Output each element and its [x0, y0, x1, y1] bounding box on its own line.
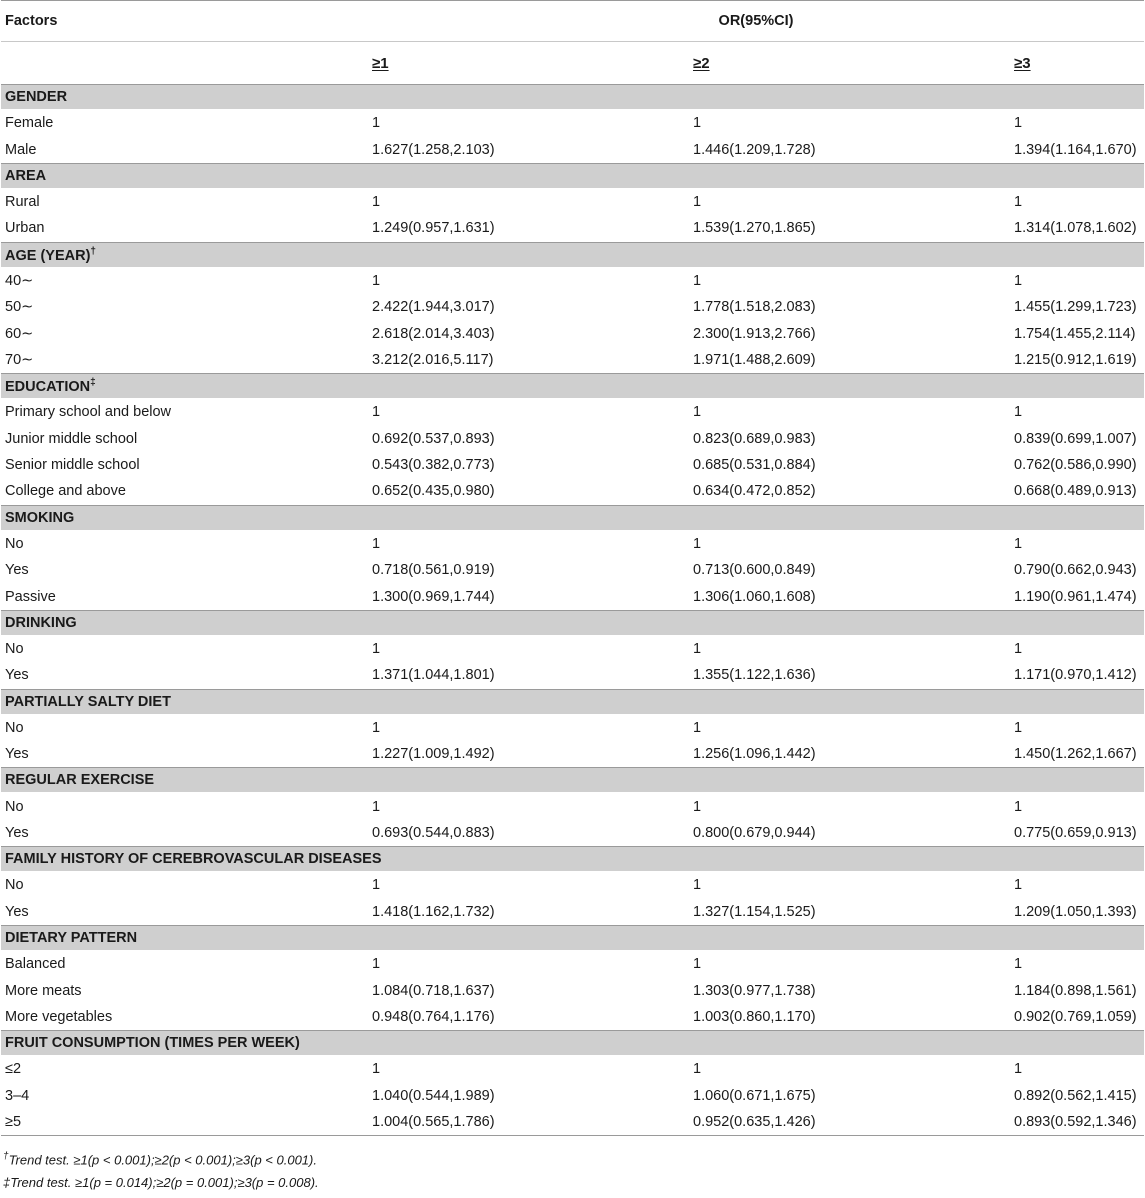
or-value-cell: 0.952(0.635,1.426) [689, 1109, 1010, 1136]
factor-label: No [5, 798, 24, 815]
factor-label: Junior middle school [5, 430, 138, 447]
or-value-cell: 0.718(0.561,0.919) [372, 562, 495, 579]
or-value-cell: 1 [372, 1061, 381, 1078]
section-title: AGE (YEAR) [5, 247, 91, 264]
or-value-cell: 1 [1014, 193, 1023, 210]
or-value-cell: 0.762(0.586,0.990) [1014, 457, 1137, 474]
section-footnote-mark: ‡ [90, 377, 96, 389]
or-value-cell: 1.418(1.162,1.732) [372, 903, 495, 920]
or-value-cell: 1 [372, 115, 381, 132]
or-value-cell: 1.190(0.961,1.474) [1014, 588, 1137, 605]
footnotes [3, 1146, 1133, 1193]
header-row-top [1, 1, 1144, 42]
or-value-cell: 1 [1014, 877, 1023, 894]
or-value-cell: 2.618(2.014,3.403) [372, 325, 495, 342]
section-header-row [1, 505, 1144, 530]
section-title: SMOKING [5, 509, 75, 526]
table-row [1, 872, 1144, 899]
or-value-cell: 1.084(0.718,1.637) [372, 982, 495, 999]
section-header-row [1, 242, 1144, 267]
or-value-cell: 1 [693, 641, 702, 658]
or-value-cell: 3.212(2.016,5.117) [372, 351, 494, 368]
or-value-cell: 0.775(0.659,0.913) [1014, 825, 1137, 841]
table-row [1, 530, 1144, 557]
table-row [1, 426, 1144, 452]
or-value-cell: 1.754(1.455,2.114) [1014, 325, 1136, 342]
or-value-cell: 1.394(1.164,1.670) [1014, 141, 1137, 158]
section-title-cell [1, 374, 1144, 399]
or-value-cell: 1.249(0.957,1.631) [372, 220, 495, 237]
or-value-cell: 1 [693, 193, 702, 210]
table-row [1, 399, 1144, 426]
or-value-cell: 0.893(0.592,1.346) [1010, 1109, 1144, 1136]
or-value-cell: 1.306(1.060,1.608) [693, 588, 816, 605]
or-value-cell: 1 [372, 641, 381, 658]
table-header [1, 1, 1144, 85]
factor-label: College and above [5, 483, 126, 500]
table-row [1, 950, 1144, 977]
or-value-cell: 2.300(1.913,2.766) [693, 325, 816, 342]
section-title: FAMILY HISTORY OF CEREBROVASCULAR DISEASES [5, 851, 382, 868]
section-title: DIETARY PATTERN [5, 929, 138, 946]
section-header-row [1, 610, 1144, 635]
factor-label: More meats [5, 982, 82, 999]
section-title-cell [1, 163, 1144, 188]
or-value-cell: 0.692(0.537,0.893) [372, 430, 495, 447]
or-value-cell: 1 [372, 404, 381, 421]
table-row [1, 294, 1144, 320]
factor-label: Yes [5, 825, 29, 841]
or-value-cell: 1 [372, 719, 381, 736]
factor-label: ≤2 [5, 1061, 22, 1078]
or-value-cell: 1 [1014, 272, 1023, 289]
threshold-label-3: ≥3 [1014, 54, 1031, 72]
table-row [1, 1056, 1144, 1083]
or-value-cell: 1 [1014, 798, 1023, 815]
or-value-cell: 1.327(1.154,1.525) [693, 903, 816, 920]
or-value-cell: 1 [693, 115, 702, 132]
factor-label: 70∼ [5, 351, 34, 368]
section-title-cell [1, 768, 1144, 793]
or-value-cell: 0.543(0.382,0.773) [372, 457, 495, 474]
or-value-cell: 0.823(0.689,0.983) [693, 430, 816, 447]
section-title-cell [1, 1031, 1144, 1056]
or-value-cell: 1.171(0.970,1.412) [1014, 667, 1137, 684]
section-footnote-mark: † [90, 245, 96, 257]
factor-label: Female [5, 115, 54, 132]
or-value-cell: 1.778(1.518,2.083) [693, 299, 816, 316]
or-value-cell: 1.209(1.050,1.393) [1014, 903, 1137, 920]
or-value-cell: 0.790(0.662,0.943) [1014, 562, 1137, 579]
or-value-cell: 2.422(1.944,3.017) [372, 299, 495, 316]
or-value-cell: 1.450(1.262,1.667) [1014, 746, 1137, 763]
table-row [1, 714, 1144, 741]
factor-label: Passive [5, 588, 56, 605]
factor-label: More vegetables [5, 1008, 113, 1025]
or-value-cell: 1 [372, 956, 381, 973]
section-title: PARTIALLY SALTY DIET [5, 693, 171, 710]
factor-label: 60∼ [5, 325, 34, 342]
or-value-cell: 1 [372, 535, 381, 552]
or-value-cell: 0.685(0.531,0.884) [693, 457, 816, 474]
section-title-cell [1, 85, 1144, 110]
section-header-row [1, 689, 1144, 714]
table-row [1, 635, 1144, 662]
or-value-cell: 0.693(0.544,0.883) [372, 825, 495, 841]
table-row [1, 188, 1144, 215]
factor-label: Senior middle school [5, 457, 140, 474]
table-row [1, 1109, 1144, 1136]
factor-label: 3–4 [5, 1087, 30, 1104]
table-body [1, 85, 1144, 1136]
footnote-2-mark: ‡ [3, 1174, 11, 1190]
footnote-2 [3, 1172, 1133, 1194]
or-value-cell: 0.800(0.679,0.944) [693, 825, 816, 841]
or-value-cell: 0.948(0.764,1.176) [372, 1008, 495, 1025]
factor-label: No [5, 719, 24, 736]
table-row [1, 1083, 1144, 1109]
threshold-header-2 [689, 42, 1010, 85]
factor-label: No [5, 535, 24, 552]
table-row [1, 557, 1144, 583]
or-value-cell: 1.971(1.488,2.609) [693, 351, 816, 368]
section-header-row [1, 85, 1144, 110]
section-title: GENDER [5, 89, 68, 105]
section-title-cell [1, 847, 1144, 872]
or-value-cell: 1.455(1.299,1.723) [1014, 299, 1137, 316]
or-value-cell: 1 [372, 798, 381, 815]
or-value-cell: 1 [1014, 1061, 1023, 1078]
or-value-cell: 1 [372, 193, 381, 210]
table-row [1, 347, 1144, 374]
threshold-label-2: ≥2 [693, 54, 710, 72]
or-value-cell: 1 [1014, 641, 1023, 658]
factor-label: Balanced [5, 956, 66, 973]
section-header-row [1, 925, 1144, 950]
factor-label: No [5, 877, 24, 894]
threshold-header-3 [1010, 42, 1144, 85]
table-row [1, 215, 1144, 242]
or-value-cell: 0.668(0.489,0.913) [1014, 483, 1137, 500]
table-row [1, 977, 1144, 1003]
header-row-thresholds [1, 42, 1144, 85]
table-row [1, 662, 1144, 689]
table-row [1, 583, 1144, 610]
or-value-cell: 1 [693, 1061, 702, 1078]
or-value-cell: 1 [693, 404, 702, 421]
footnote-1-text: Trend test. ≥1(p < 0.001);≥2(p < 0.001);≥3(p < 0.001). [8, 1152, 317, 1168]
or-value-cell: 0.839(0.699,1.007) [1014, 430, 1137, 447]
or-value-cell: 1.215(0.912,1.619) [1014, 351, 1137, 368]
or-value-cell: 1.004(0.565,1.786) [368, 1109, 689, 1136]
factor-label: 40∼ [5, 272, 34, 289]
or-value-cell: 1.256(1.096,1.442) [693, 746, 816, 763]
threshold-label-1: ≥1 [372, 54, 389, 72]
table-row [1, 1004, 1144, 1031]
or-value-cell: 1.355(1.122,1.636) [693, 667, 816, 684]
or-value-cell: 1 [1014, 404, 1023, 421]
or-value-cell: 1 [372, 272, 381, 289]
section-title-cell [1, 505, 1144, 530]
or-value-cell: 0.713(0.600,0.849) [693, 562, 816, 579]
or-value-cell: 1 [1014, 115, 1023, 132]
or-value-cell: 1.060(0.671,1.675) [693, 1087, 816, 1104]
or-value-cell: 1 [693, 798, 702, 815]
or-ci-header: OR(95%CI) [368, 1, 1144, 42]
factor-label: Male [5, 141, 37, 158]
threshold-header-1 [368, 42, 689, 85]
factor-label: 50∼ [5, 299, 34, 316]
footnote-2-text: Trend test. ≥1(p = 0.014);≥2(p = 0.001);≥3(p = 0.008). [10, 1174, 319, 1190]
or-value-cell: 1.371(1.044,1.801) [372, 667, 495, 684]
factor-label: ≥5 [1, 1109, 368, 1136]
section-title-cell [1, 610, 1144, 635]
section-title: DRINKING [5, 614, 77, 631]
or-value-cell: 1 [1014, 719, 1023, 736]
or-value-cell: 1.627(1.258,2.103) [372, 141, 495, 158]
section-title: EDUCATION [5, 379, 91, 396]
factors-subheader-blank [1, 42, 368, 85]
or-value-cell: 1.446(1.209,1.728) [693, 141, 816, 158]
or-value-cell: 1 [1014, 535, 1023, 552]
factor-label: Rural [5, 193, 40, 210]
table-row [1, 793, 1144, 820]
footnote-1-mark: † [3, 1151, 9, 1163]
factor-label: Primary school and below [5, 404, 172, 421]
or-value-cell: 1 [1014, 956, 1023, 973]
table-row [1, 478, 1144, 505]
or-value-cell: 1.539(1.270,1.865) [693, 220, 816, 237]
section-title-cell [1, 925, 1144, 950]
section-header-row [1, 768, 1144, 793]
or-value-cell: 1 [693, 877, 702, 894]
section-header-row [1, 163, 1144, 188]
table-row [1, 136, 1144, 163]
factor-label: Yes [5, 903, 29, 920]
or-value-cell: 1 [693, 956, 702, 973]
factor-label: Urban [5, 220, 45, 237]
factor-label: Yes [5, 746, 29, 763]
factor-label: Yes [5, 562, 29, 579]
or-value-cell: 1 [693, 535, 702, 552]
or-value-cell: 1.303(0.977,1.738) [693, 982, 816, 999]
or-value-cell: 1.040(0.544,1.989) [372, 1087, 495, 1104]
section-title: REGULAR EXERCISE [5, 772, 155, 789]
section-header-row [1, 374, 1144, 399]
table-row [1, 452, 1144, 478]
or-value-cell: 1 [693, 719, 702, 736]
or-value-cell: 1.003(0.860,1.170) [693, 1008, 816, 1025]
section-title: FRUIT CONSUMPTION (TIMES PER WEEK) [5, 1035, 300, 1052]
section-header-row [1, 847, 1144, 872]
footnote-1 [3, 1146, 1133, 1171]
section-header-row [1, 1031, 1144, 1056]
section-title-cell [1, 689, 1144, 714]
section-title-cell [1, 242, 1144, 267]
or-value-cell: 1.184(0.898,1.561) [1014, 982, 1137, 999]
or-value-cell: 0.634(0.472,0.852) [693, 483, 816, 500]
factor-label: No [5, 641, 24, 658]
section-title: AREA [5, 167, 47, 184]
or-value-cell: 1 [372, 877, 381, 894]
odds-ratio-table [1, 0, 1144, 1136]
table-row [1, 320, 1144, 346]
table-row [1, 820, 1144, 847]
or-value-cell: 0.652(0.435,0.980) [372, 483, 495, 500]
table-row [1, 741, 1144, 768]
or-value-cell: 1 [693, 272, 702, 289]
table-row [1, 110, 1144, 137]
factors-header: Factors [1, 1, 368, 42]
table-row [1, 899, 1144, 926]
table-row [1, 267, 1144, 294]
or-value-cell: 0.902(0.769,1.059) [1014, 1008, 1137, 1025]
factor-label: Yes [5, 667, 29, 684]
or-value-cell: 1.300(0.969,1.744) [372, 588, 495, 605]
or-value-cell: 1.314(1.078,1.602) [1014, 220, 1137, 237]
or-value-cell: 1.227(1.009,1.492) [372, 746, 495, 763]
or-value-cell: 0.892(0.562,1.415) [1014, 1087, 1137, 1104]
